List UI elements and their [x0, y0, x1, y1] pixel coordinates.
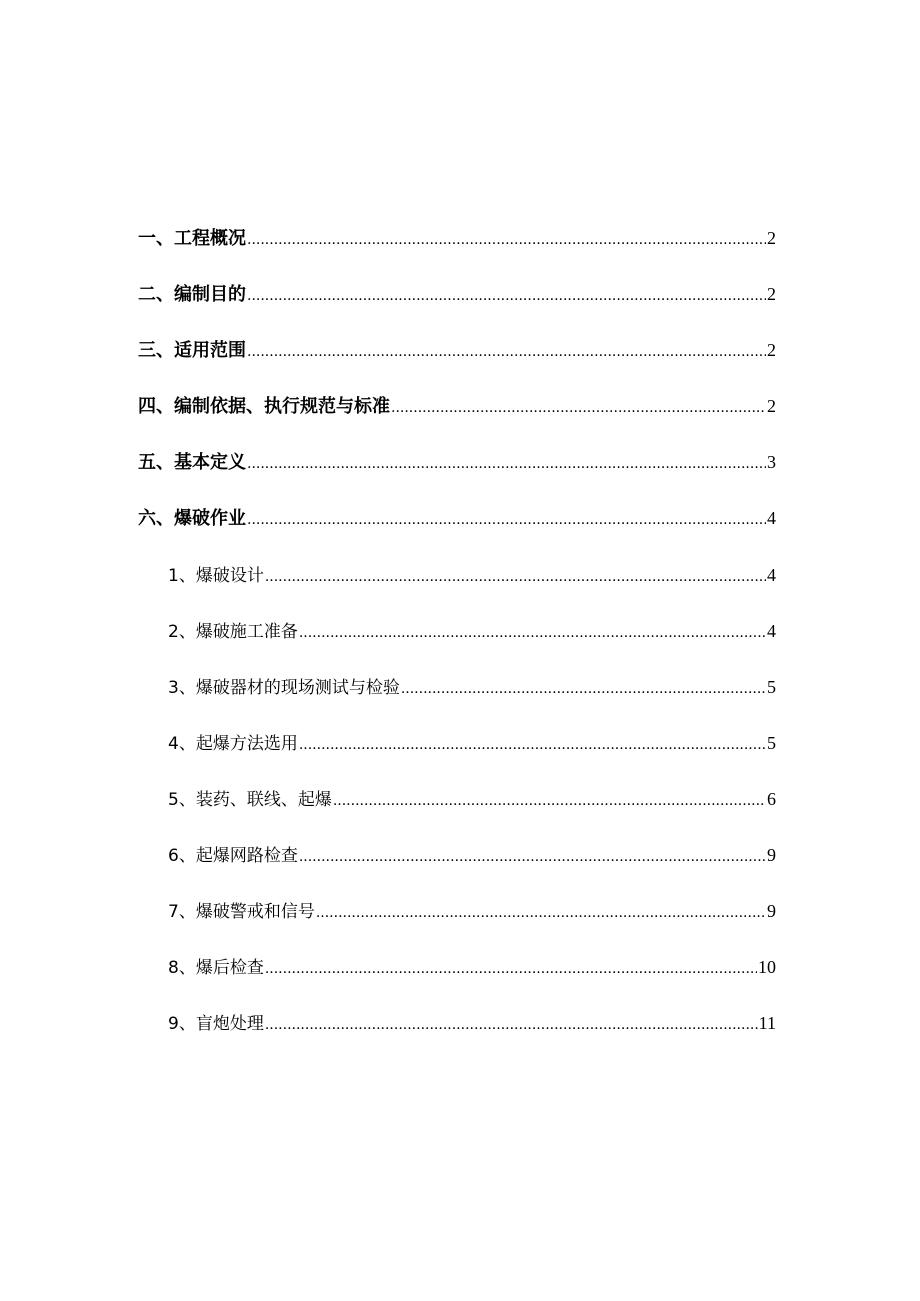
toc-page-number: 2: [767, 228, 776, 248]
toc-page-number: 9: [767, 901, 776, 921]
toc-page-number: 2: [767, 396, 776, 416]
toc-entry[interactable]: [168, 729, 776, 759]
toc-dot-leader: [247, 344, 766, 360]
toc-page-number: 4: [767, 565, 776, 585]
toc-entry-label: 5、装药、联线、起爆: [168, 790, 332, 810]
toc-page-number: 5: [767, 677, 776, 697]
toc-entry[interactable]: [168, 841, 776, 871]
toc-entry-label: 2、爆破施工准备: [168, 622, 298, 642]
toc-page-number: 11: [758, 1013, 776, 1033]
toc-entry-label: 8、爆后检查: [168, 958, 264, 978]
toc-dot-leader: [299, 625, 766, 641]
toc-entry[interactable]: [138, 448, 776, 478]
toc-page-number: 3: [767, 452, 776, 472]
toc-dot-leader: [265, 961, 757, 977]
toc-entry-label: 五、基本定义: [138, 452, 246, 473]
toc-entry-label: 4、起爆方法选用: [168, 734, 298, 754]
toc-entry[interactable]: [168, 673, 776, 703]
toc-entry[interactable]: [138, 336, 776, 366]
toc-page-number: 2: [767, 340, 776, 360]
toc-entry[interactable]: [138, 392, 776, 422]
toc-entry[interactable]: [138, 504, 776, 534]
toc-dot-leader: [247, 456, 766, 472]
toc-entry[interactable]: [138, 224, 776, 254]
toc-entry[interactable]: [138, 280, 776, 310]
toc-entry-label: 一、工程概况: [138, 228, 246, 249]
toc-entry-label: 三、适用范围: [138, 340, 246, 361]
toc-dot-leader: [299, 849, 766, 865]
toc-page-number: 10: [758, 957, 776, 977]
toc-page-number: 5: [767, 733, 776, 753]
toc-entry[interactable]: [168, 897, 776, 927]
toc-page-number: 9: [767, 845, 776, 865]
toc-page-number: 6: [767, 789, 776, 809]
toc-entry[interactable]: [168, 617, 776, 647]
toc-page-number: 2: [767, 284, 776, 304]
toc-dot-leader: [247, 512, 766, 528]
toc-dot-leader: [299, 737, 766, 753]
toc-dot-leader: [391, 400, 766, 416]
toc-entry-label: 9、盲炮处理: [168, 1014, 264, 1034]
toc-dot-leader: [333, 793, 766, 809]
toc-entry-label: 六、爆破作业: [138, 508, 246, 529]
toc-entry-label: 3、爆破器材的现场测试与检验: [168, 678, 400, 698]
toc-dot-leader: [247, 232, 766, 248]
toc-entry-label: 二、编制目的: [138, 284, 246, 305]
toc-dot-leader: [247, 288, 766, 304]
toc-dot-leader: [401, 681, 766, 697]
toc-page-number: 4: [767, 621, 776, 641]
toc-entry-label: 7、爆破警戒和信号: [168, 902, 315, 922]
toc-entry[interactable]: [168, 1009, 776, 1039]
toc-entry-label: 1、爆破设计: [168, 566, 264, 586]
toc-entry[interactable]: [168, 561, 776, 591]
toc-entry[interactable]: [168, 785, 776, 815]
toc-page-number: 4: [767, 508, 776, 528]
toc-dot-leader: [265, 569, 766, 585]
toc-dot-leader: [316, 905, 766, 921]
toc-dot-leader: [265, 1017, 758, 1033]
toc-entry-label: 四、编制依据、执行规范与标准: [138, 396, 390, 417]
toc-entry[interactable]: [168, 953, 776, 983]
toc-entry-label: 6、起爆网路检查: [168, 846, 298, 866]
